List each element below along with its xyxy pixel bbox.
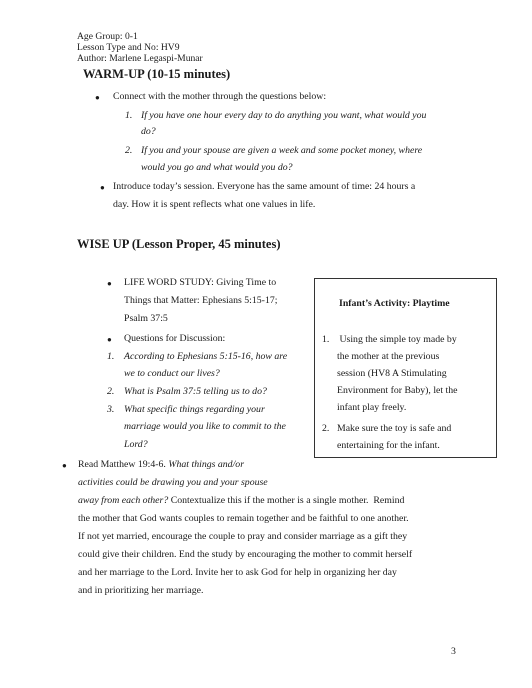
age-group: Age Group: 0-1 — [77, 31, 138, 42]
read-matthew-question: What things and/or — [168, 459, 245, 470]
discussion-q3-line2: marriage would you like to commit to the — [124, 421, 286, 432]
read-matthew-line1 — [78, 459, 244, 470]
infant-activity-title: Infant’s Activity: Playtime — [339, 298, 450, 309]
read-matthew-line4: the mother that God wants couples to remain together and be faithful to one another. — [78, 513, 409, 524]
warmup-q1-line1: If you have one hour every day to do anything you want, what would you — [141, 110, 427, 121]
infant-activity-2-line1: Make sure the toy is safe and — [337, 423, 452, 434]
wiseup-heading: WISE UP (Lesson Proper, 45 minutes) — [77, 237, 281, 251]
warmup-q2-line2: would you go and what would you do? — [141, 162, 293, 173]
discussion-q3-line3: Lord? — [124, 439, 148, 450]
infant-activity-1-line2: the mother at the previous — [337, 351, 440, 362]
infant-activity-1-line1: Using the simple toy made by — [337, 334, 457, 345]
author: Author: Marlene Legaspi-Munar — [77, 53, 203, 64]
warmup-item-connect: Connect with the mother through the questions below: — [113, 91, 327, 102]
life-word-study-line2: Things that Matter: Ephesians 5:15-17; — [124, 295, 278, 306]
infant-activity-2-number: 2. — [322, 423, 330, 434]
warmup-item-introduce-line2: day. How it is spent reflects what one values in life. — [113, 199, 316, 210]
bullet-icon: ● — [95, 93, 100, 102]
read-matthew-line7: and her marriage to the Lord. Invite her to ask God for help in organizing her day — [78, 567, 397, 578]
discussion-q1-line2: we to conduct our lives? — [124, 368, 220, 379]
life-word-study-line1: LIFE WORD STUDY: Giving Time to — [124, 277, 277, 288]
discussion-q1-line1: According to Ephesians 5:15-16, how are — [124, 351, 288, 362]
questions-label: Questions for Discussion: — [124, 333, 226, 344]
life-word-study-line3: Psalm 37:5 — [124, 313, 168, 324]
read-matthew-text: Read Matthew 19:4-6. — [78, 459, 169, 470]
infant-activity-1-line3: session (HV8 A Stimulating — [337, 368, 447, 379]
read-matthew-line6: could give their children. End the study by encouraging the mother to commit herself — [78, 549, 413, 560]
infant-activity-2-line2: entertaining for the infant. — [337, 440, 440, 451]
warmup-q1-line2: do? — [141, 126, 156, 137]
read-matthew-contextualize: Contextualize this if the mother is a single mother. Remind — [168, 495, 405, 506]
bullet-icon: ● — [107, 279, 112, 288]
warmup-q2-line1: If you and your spouse are given a week and some pocket money, where — [141, 145, 423, 156]
read-matthew-question-end: away from each other? — [78, 495, 169, 506]
warmup-q2-number: 2. — [125, 145, 133, 156]
bullet-icon: ● — [62, 461, 67, 470]
warmup-heading: WARM-UP (10-15 minutes) — [83, 67, 231, 81]
discussion-q3-number: 3. — [107, 404, 115, 415]
infant-activity-1-line4: Environment for Baby), let the — [337, 385, 458, 396]
discussion-q2-line1: What is Psalm 37:5 telling us to do? — [124, 386, 267, 397]
infant-activity-1-number: 1. — [322, 334, 330, 345]
infant-activity-1-line5: infant play freely. — [337, 402, 407, 413]
read-matthew-line3 — [78, 495, 404, 506]
bullet-icon: ● — [100, 183, 105, 192]
lesson-type: Lesson Type and No: HV9 — [77, 42, 180, 53]
discussion-q2-number: 2. — [107, 386, 115, 397]
read-matthew-line8: and in prioritizing her marriage. — [78, 585, 204, 596]
read-matthew-line2: activities could be drawing you and your spouse — [78, 477, 268, 488]
page-number: 3 — [451, 646, 456, 657]
read-matthew-line5: If not yet married, encourage the couple to pray and consider marriage as a gift they — [78, 531, 408, 542]
warmup-q1-number: 1. — [125, 110, 133, 121]
warmup-item-introduce-line1: Introduce today’s session. Everyone has the same amount of time: 24 hours a — [113, 181, 416, 192]
bullet-icon: ● — [107, 335, 112, 344]
infant-activity-box — [314, 278, 497, 458]
discussion-q1-number: 1. — [107, 351, 115, 362]
discussion-q3-line1: What specific things regarding your — [124, 404, 265, 415]
